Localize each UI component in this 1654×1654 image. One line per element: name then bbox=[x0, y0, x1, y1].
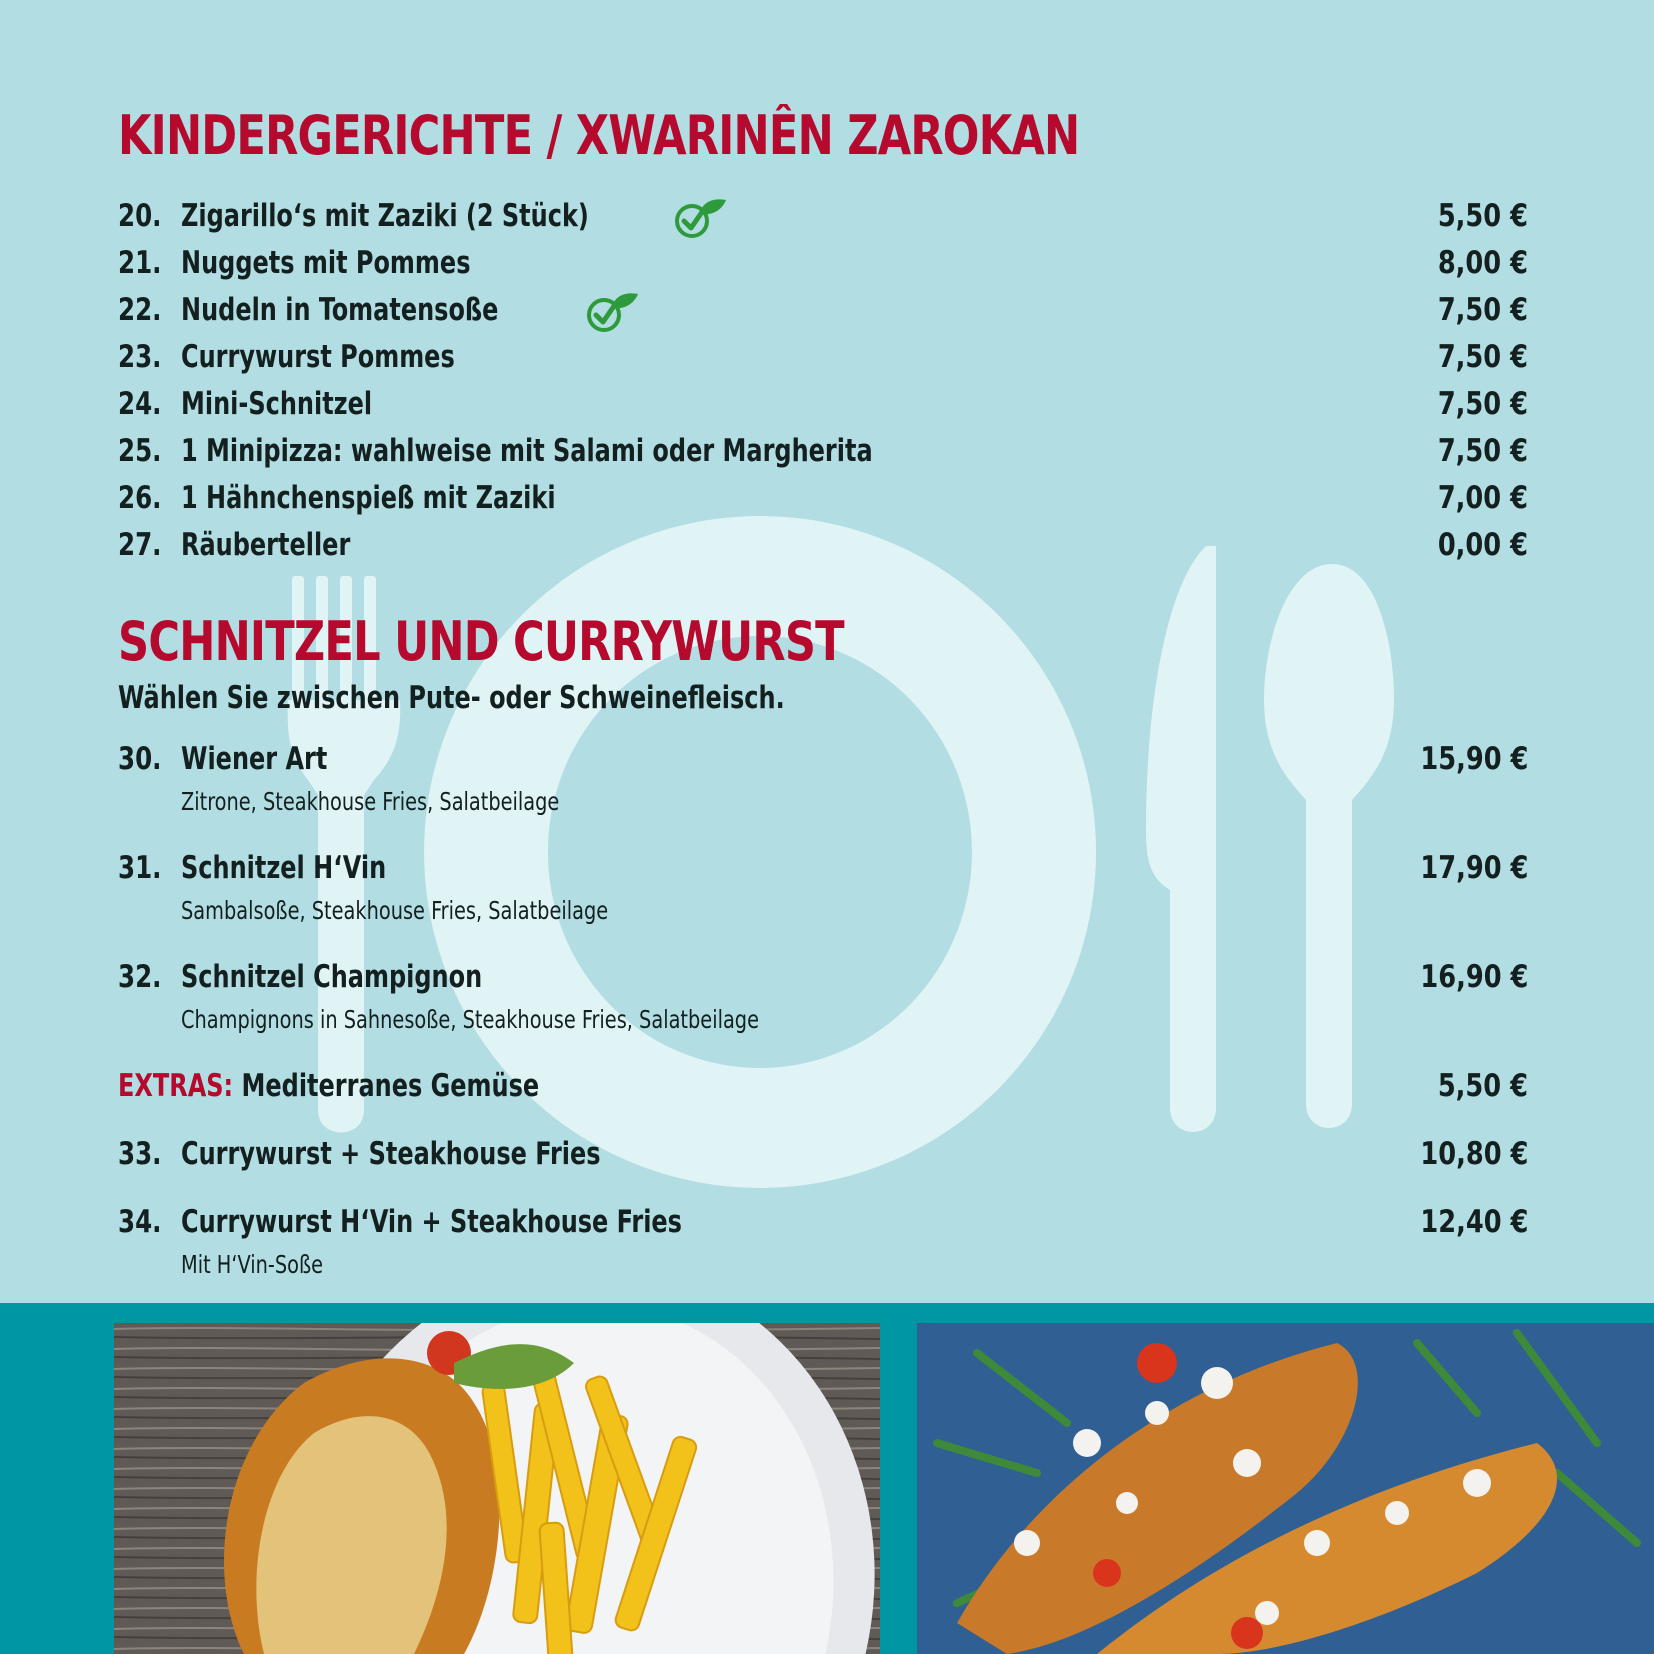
item-number: 32. bbox=[118, 959, 162, 995]
schnitzel-section-title: SCHNITZEL UND CURRYWURST bbox=[118, 610, 844, 673]
menu-item bbox=[0, 850, 1654, 930]
item-name: Nuggets mit Pommes bbox=[181, 245, 471, 281]
item-number: 22. bbox=[118, 292, 162, 328]
item-number: 30. bbox=[118, 741, 162, 777]
item-name: Mini-Schnitzel bbox=[181, 386, 373, 422]
item-price: 7,50 € bbox=[1437, 433, 1528, 469]
vegetarian-check-leaf-icon bbox=[672, 196, 728, 240]
menu-item bbox=[0, 198, 1654, 242]
item-number: 26. bbox=[118, 480, 162, 516]
item-number: 31. bbox=[118, 850, 162, 886]
menu-item bbox=[0, 959, 1654, 1039]
extras-item bbox=[0, 1068, 1654, 1112]
item-number: 25. bbox=[118, 433, 162, 469]
menu-item bbox=[0, 1136, 1654, 1180]
item-number: 23. bbox=[118, 339, 162, 375]
extras-line bbox=[118, 1068, 539, 1104]
item-description: Sambalsoße, Steakhouse Fries, Salatbeilage bbox=[181, 896, 609, 925]
item-price: 5,50 € bbox=[1437, 1068, 1528, 1104]
item-price: 7,50 € bbox=[1437, 386, 1528, 422]
item-price: 10,80 € bbox=[1420, 1136, 1528, 1172]
kids-section-title: KINDERGERICHTE / XWARINÊN ZAROKAN bbox=[118, 104, 1080, 167]
item-number: 27. bbox=[118, 527, 162, 563]
menu-item bbox=[0, 433, 1654, 477]
item-name: Räuberteller bbox=[181, 527, 351, 563]
menu-item bbox=[0, 480, 1654, 524]
item-price: 17,90 € bbox=[1420, 850, 1528, 886]
item-price: 7,50 € bbox=[1437, 292, 1528, 328]
item-number: 34. bbox=[118, 1204, 162, 1240]
menu-item bbox=[0, 245, 1654, 289]
item-price: 12,40 € bbox=[1420, 1204, 1528, 1240]
menu-item bbox=[0, 741, 1654, 821]
item-number: 21. bbox=[118, 245, 162, 281]
item-name: Zigarillo‘s mit Zaziki (2 Stück) bbox=[181, 198, 589, 234]
item-name: Schnitzel Champignon bbox=[181, 959, 483, 995]
extras-label: EXTRAS: bbox=[118, 1068, 234, 1104]
item-number: 20. bbox=[118, 198, 162, 234]
item-price: 15,90 € bbox=[1420, 741, 1528, 777]
item-price: 7,50 € bbox=[1437, 339, 1528, 375]
menu-item bbox=[0, 292, 1654, 336]
extras-name: Mediterranes Gemüse bbox=[241, 1068, 540, 1104]
item-description: Zitrone, Steakhouse Fries, Salatbeilage bbox=[181, 787, 560, 816]
item-price: 0,00 € bbox=[1437, 527, 1528, 563]
vegetarian-check-leaf-icon bbox=[584, 290, 640, 334]
menu-item bbox=[0, 527, 1654, 571]
menu-item bbox=[0, 339, 1654, 383]
item-name: Wiener Art bbox=[181, 741, 328, 777]
schnitzel-photo bbox=[114, 1323, 880, 1654]
item-number: 33. bbox=[118, 1136, 162, 1172]
schnitzel-section-subtitle: Wählen Sie zwischen Pute- oder Schweinefleisch. bbox=[118, 680, 785, 716]
item-name: Currywurst H‘Vin + Steakhouse Fries bbox=[181, 1204, 682, 1240]
item-name: 1 Hähnchenspieß mit Zaziki bbox=[181, 480, 556, 516]
item-name: Schnitzel H‘Vin bbox=[181, 850, 387, 886]
vegetable-photo bbox=[917, 1323, 1654, 1654]
item-name: 1 Minipizza: wahlweise mit Salami oder Margherita bbox=[181, 433, 873, 469]
item-price: 16,90 € bbox=[1420, 959, 1528, 995]
item-description: Champignons in Sahnesoße, Steakhouse Fries, Salatbeilage bbox=[181, 1005, 759, 1034]
item-price: 7,00 € bbox=[1437, 480, 1528, 516]
item-price: 5,50 € bbox=[1437, 198, 1528, 234]
menu-item bbox=[0, 1204, 1654, 1284]
item-name: Currywurst + Steakhouse Fries bbox=[181, 1136, 601, 1172]
menu-item bbox=[0, 386, 1654, 430]
item-price: 8,00 € bbox=[1437, 245, 1528, 281]
item-number: 24. bbox=[118, 386, 162, 422]
item-description: Mit H‘Vin-Soße bbox=[181, 1250, 324, 1279]
item-name: Currywurst Pommes bbox=[181, 339, 455, 375]
item-name: Nudeln in Tomatensoße bbox=[181, 292, 499, 328]
